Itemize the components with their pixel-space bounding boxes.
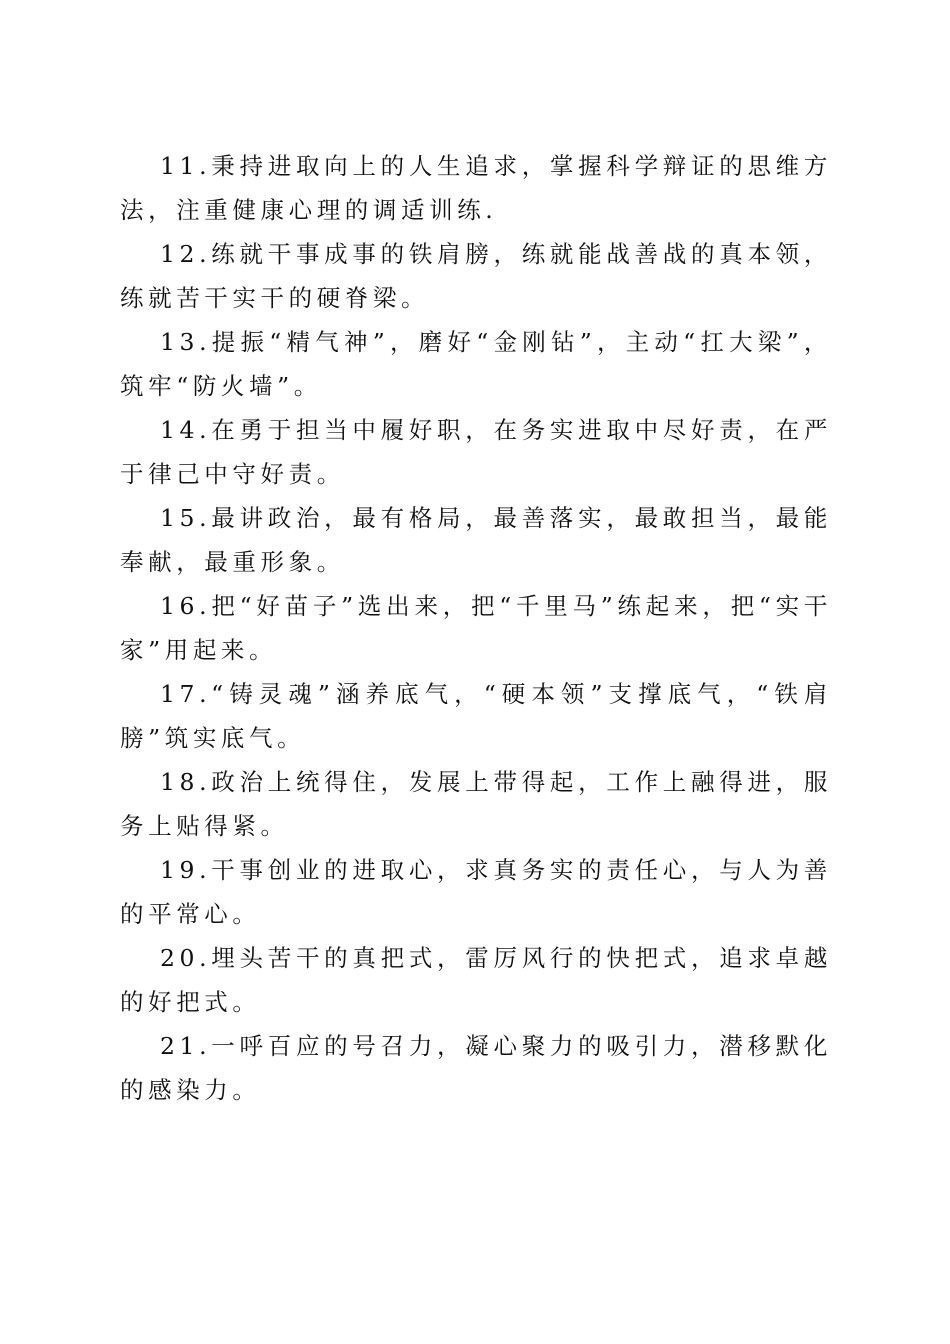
paragraph-20: 20.埋头苦干的真把式，雷厉风行的快把式，追求卓越的好把式。 <box>120 944 832 1016</box>
paragraph-19: 19.干事创业的进取心，求真务实的责任心，与人为善的平常心。 <box>120 856 832 928</box>
paragraph-12: 12.练就干事成事的铁肩膀，练就能战善战的真本领，练就苦干实干的硬脊梁。 <box>120 240 832 312</box>
paragraph-15: 15.最讲政治，最有格局，最善落实，最敢担当，最能奉献，最重形象。 <box>120 504 832 576</box>
document-body <box>120 144 832 1112</box>
paragraph-18: 18.政治上统得住，发展上带得起，工作上融得进，服务上贴得紧。 <box>120 768 832 840</box>
paragraph-11: 11.秉持进取向上的人生追求，掌握科学辩证的思维方法，注重健康心理的调适训练. <box>120 152 832 224</box>
paragraph-14: 14.在勇于担当中履好职，在务实进取中尽好责，在严于律己中守好责。 <box>120 416 832 488</box>
paragraph-16: 16.把“好苗子”选出来，把“千里马”练起来，把“实干家”用起来。 <box>120 592 832 664</box>
paragraph-17: 17.“铸灵魂”涵养底气，“硬本领”支撑底气，“铁肩膀”筑实底气。 <box>120 680 832 752</box>
paragraph-21: 21.一呼百应的号召力，凝心聚力的吸引力，潜移默化的感染力。 <box>120 1032 832 1104</box>
paragraph-13: 13.提振“精气神”，磨好“金刚钻”，主动“扛大梁”，筑牢“防火墙”。 <box>120 328 832 400</box>
